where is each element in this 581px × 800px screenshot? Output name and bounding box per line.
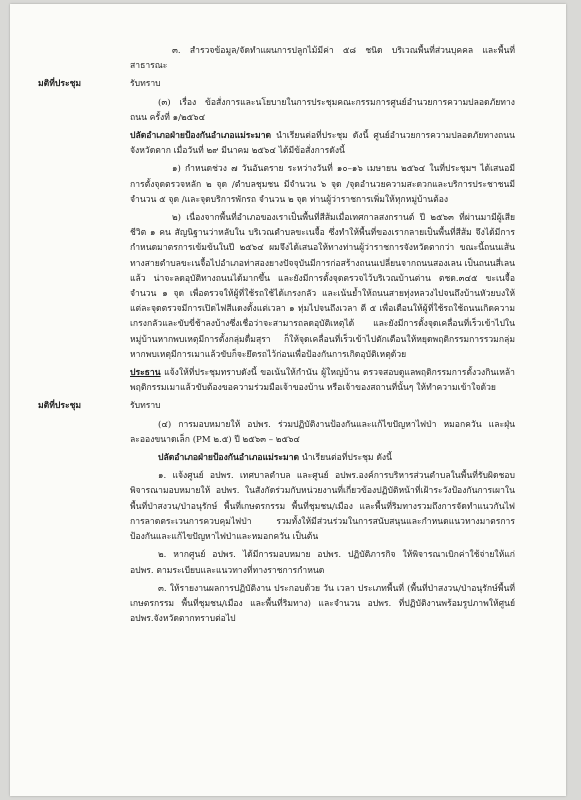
speaker-statement: นำเรียนต่อที่ประชุม ดังนี้ ศูนย์อำนวยการความปลอดภัยทางถนนจังหวัดตาก เมื่อวันที่ ๒๙ มีนาคม ๒๕๖๔ ได้มีข้อสั่งการดังนี้ (130, 131, 515, 157)
resolution-label: มติที่ประชุม (38, 401, 82, 412)
speaker-title: ปลัดอำเภอฝ่ายป้องกันอำเภอแม่ระมาด (130, 131, 272, 142)
resolution-text: รับทราบ (130, 401, 161, 412)
document-page (10, 4, 566, 796)
document-body (10, 44, 566, 630)
agenda-3-heading: (๓) เรื่อง ข้อสั่งการและนโยบายในการประชุมคณะกรรมการศูนย์อำนวยการความปลอดภัยทางถนน ครั้งที่ ๑/๒๕๖๔ (130, 97, 515, 123)
agenda-3-point-2: ๒) เนื่องจากพื้นที่อำเภอของเราเป็นพื้นที่สีส้มเมื่อเทศกาลสงกรานต์ ปี ๒๕๖๓ ที่ผ่านมามีผู้เสียชีวิต ๑ คน สัญนิฐานว่าหลับใน บริเวณตำบลขะเนจื้อ ซึ่งทำให้พื้นที่ของเรากลายเป็นพื้นที่สีส้ม จึงได้มีการกำหนดมาตรการเข้มข้นในปี ๒๕๖๔ ผมจึงได้เสนอให้ทางท่านผู้ว่าราชการจังหวัดตากว่า ขณะนี้ถนนเส้นทางสายตำบลขะเนจื้อไปอำเภอท่าสองยางปัจจุบันมีการก่อสร้างถนนเปลี่ยนจากถนนสองเลน เป็นถนนสี่เลนแล้ว น่าจะลดอุบัติทางถนนได้มากขึ้น และยังมีการตั้งจุดตรวจไว้บริเวณบ้านต่าน ตชด.๓๔๕ ขะเนจื้อ จำนวน ๑ จุด เพื่อตรวจให้ผู้ที่ใช้รถใช้ได้เกรงกลัว และเน้นย้ำให้ถนนสายทุ่งหลวงไปจนถึงบ้านหัวยบงให้แต่ละจุดตรวจมีการเปิดไฟสีแดงตั้งแต่เวลา ๑ ทุ่มไปจนถึงเวลา ตี ๕ เพื่อเตือนให้ผู้ที่ใช้รถใช้ถนนเกิดความเกรงกลัวและขับขี่ช้าลงบ้างซึ่งเชื่อว่าจะสามารถลดอุบัติเหตุได้ และยังมีการตั้งจุดเคลื่อนที่เร็วเข้าไปในหมู่บ้านหากพบเหตุมีการตั้งกลุ่มดื่มสุรา ก็ให้จุดเคลื่อนที่เร็วเข้าไปตักเตือนให้หยุดพฤติกรรมการรวมกลุ่ม หากพบเหตุมีการเมาแล้วขับก็จะยึดรถไว้ก่อนเพื่อป้องกันการเกิดอุบัติเหตุด้วย (130, 213, 516, 360)
survey-item: ๓. สำรวจข้อมูล/จัดทำแผนการปลูกไม้มีค่า ๕๘ ชนิด บริเวณพื้นที่ส่วนบุคคล และพื้นที่สาธารณะ (130, 46, 515, 72)
agenda-3 (10, 96, 566, 400)
agenda-4-point-2: ๒. หากศูนย์ อปพร. ได้มีการมอบหมาย อปพร. ปฏิบัติภารกิจ ให้พิจารณาเบิกค่าใช้จ่ายให้แก่ อปพร. ตามระเบียบและแนวทางที่ทางราชการกำหนด (130, 550, 515, 576)
agenda-4-point-1: ๑. แจ้งศูนย์ อปพร. เทศบาลตำบล และศูนย์ อปพร.องค์การบริหารส่วนตำบลในพื้นที่รับผิดชอบพิจารณามอบหมายให้ อปพร. ในสังกัดร่วมกับหน่วยงานที่เกี่ยวข้องปฏิบัติหน้าที่เฝ้าระวังป้องกันการเผาในพื้นที่ป่าสงวน/ป่าอนุรักษ์ พื้นที่เกษตรกรรม พื้นที่ชุมชน/เมือง และพื้นที่ริมทางรวมถึงการจัดทำแนวกันไฟ การลาดตระเวนการควบคุมไฟป่า รวมทั้งให้มีส่วนร่วมในการสนับสนุนและกำหนดแนวทางมาตรการป้องกันและแก้ไขปัญหาไฟป่าและหมอกควัน เป็นต้น (130, 471, 515, 543)
agenda-3-point-1: ๑) กำหนดช่วง ๗ วันอันตราย ระหว่างวันที่ ๑๐–๑๖ เมษายน ๒๕๖๔ ในที่ประชุมฯ ได้เสนอมีการตั้งจุดตรวจหลัก ๒ จุด /ตำบลชุมชน มีจำนวน ๖ จุด /จุดอำนวยความสะดวกและบริการประชาชนมีจำนวน ๕ จุด /และจุดบริการพักรถ จำนวน ๒ จุด ท่านผู้ว่าราชการเพิ่มให้ทุกหมู่บ้านต้อง (130, 164, 515, 205)
agenda-4-speaker (130, 451, 515, 466)
agenda-4 (10, 418, 566, 631)
chair-statement (130, 366, 515, 396)
agenda-3-speaker (130, 129, 515, 159)
resolution-label: มติที่ประชุม (38, 79, 82, 90)
speaker-statement: นำเรียนต่อที่ประชุม ดังนี้ (299, 453, 392, 464)
resolution-text: รับทราบ (130, 79, 161, 90)
resolution-row-1 (10, 77, 566, 95)
item-3-row (10, 44, 566, 77)
speaker-title: ปลัดอำเภอฝ่ายป้องกันอำเภอแม่ระมาด (158, 453, 300, 464)
chair-text: แจ้งให้ที่ประชุมทราบดังนี้ ขอเน้นให้กำนัน ผู้ใหญ่บ้าน ตรวจสอบดูแลพฤติกรรมการตั้งวงกินเหล้า พฤติกรรมเมาแล้วขับต้องขอความร่วมมือเจ้าของบ้าน หรือเจ้าของสถานที่นั้นๆ ให้ทำความเข้าใจด้วย (130, 368, 515, 394)
resolution-row-2 (10, 399, 566, 417)
agenda-4-point-3: ๓. ให้รายงานผลการปฏิบัติงาน ประกอบด้วย วัน เวลา ประเภทพื้นที่ (พื้นที่ป่าสงวน/ป่าอนุรักษ์พื้นที่เกษตรกรรม พื้นที่ชุมชน/เมือง และพื้นที่ริมทาง) และจำนวน อปพร. ที่ปฏิบัติงานพร้อมรูปภาพให้ศูนย์ อปพร.จังหวัดตากทราบต่อไป (130, 583, 515, 625)
chair-title: ประธาน (130, 368, 161, 379)
agenda-4-heading: (๔) การมอบหมายให้ อปพร. ร่วมปฏิบัติงานป้องกันและแก้ไขปัญหาไฟป่า หมอกควัน และฝุ่นละอองขนาดเล็ก (PM ๒.๕) ปี ๒๕๖๓ – ๒๕๖๔ (130, 419, 515, 445)
